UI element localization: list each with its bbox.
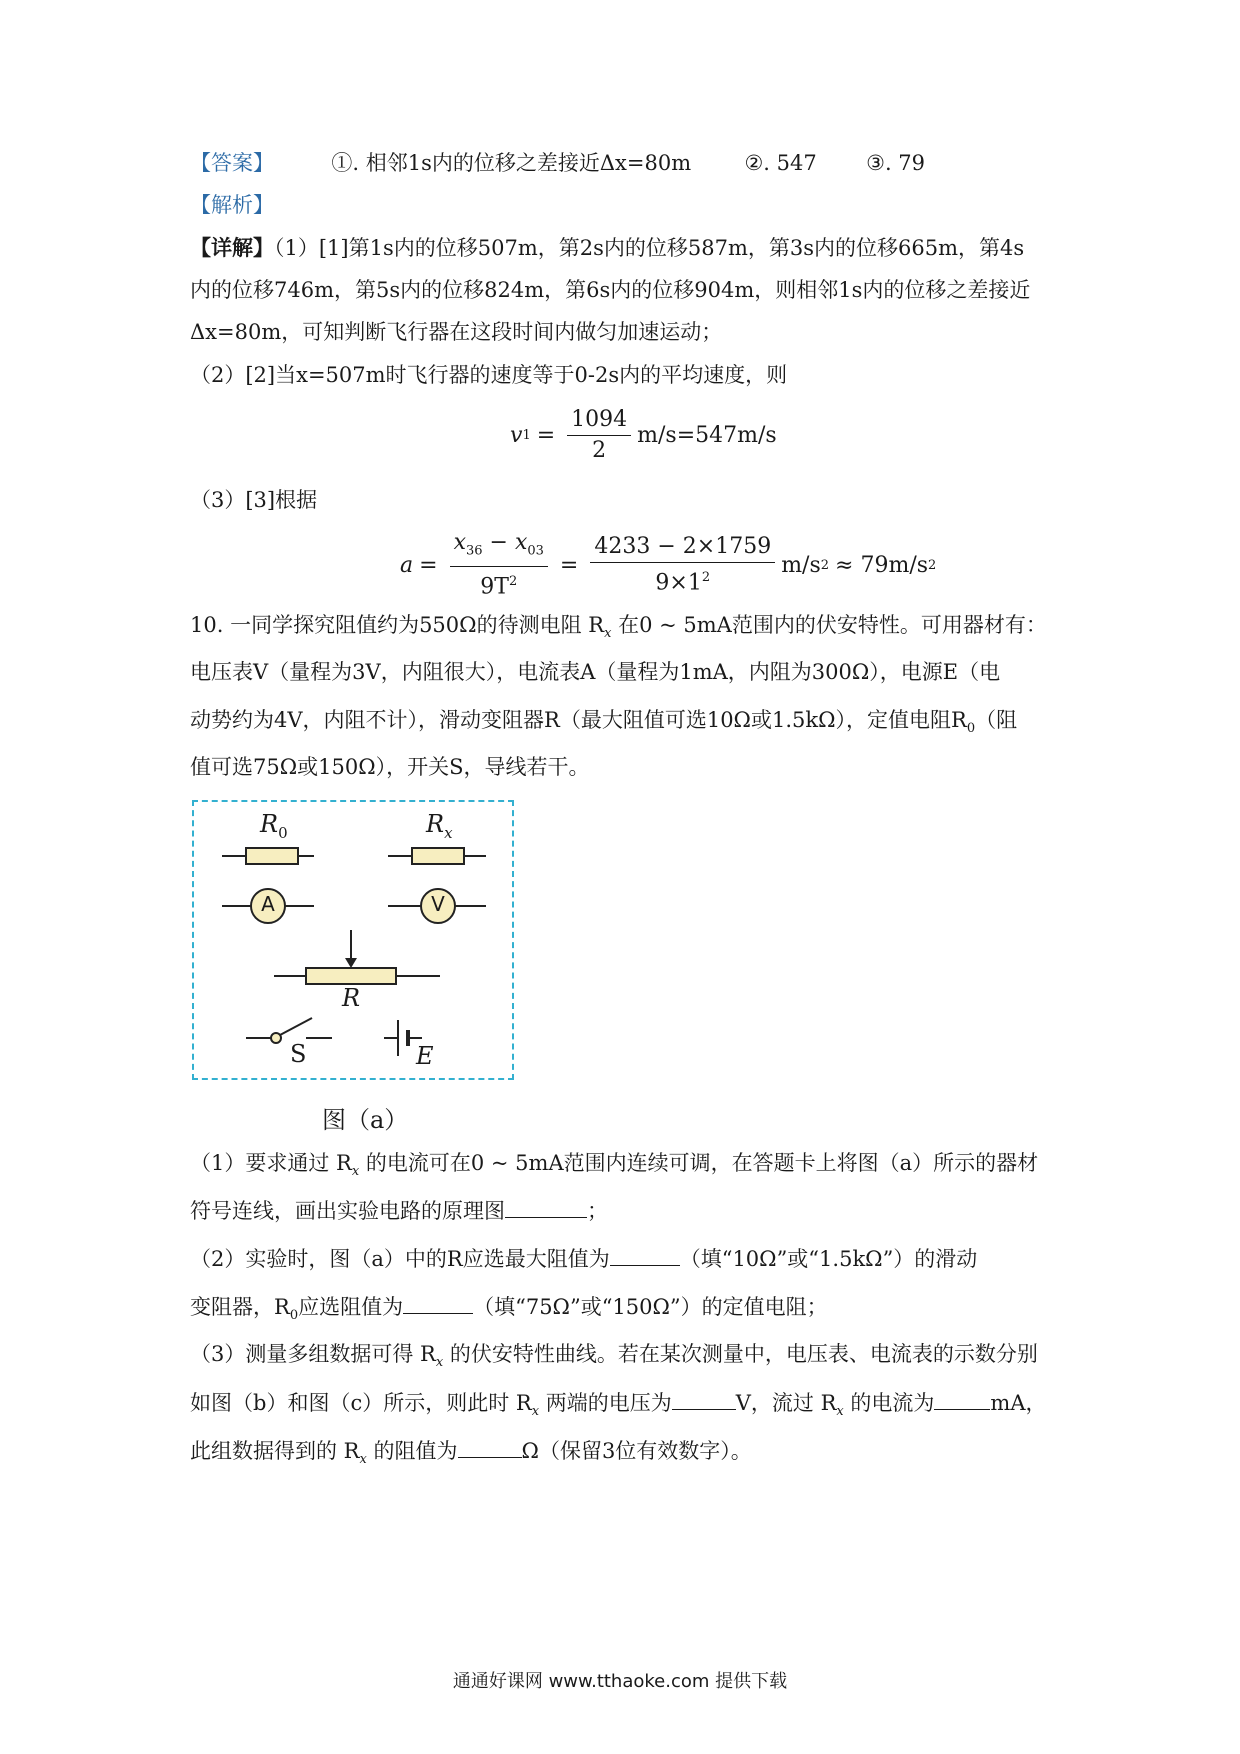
answer-blank-circuit[interactable]: [505, 1195, 587, 1218]
resistor-rx-symbol: [388, 848, 486, 864]
answer-part-1: ①. 相邻1s内的位移之差接近Δx=80m: [331, 151, 692, 175]
sub-q2-line-1: （2）实验时，图（a）中的R应选最大阻值为 （填“10Ω”或“1.5kΩ”）的滑动: [190, 1243, 977, 1274]
formula-velocity: v 1 = $\frac{1094}{2}$ m/s=547m/s: [510, 405, 777, 466]
resistor-r0-symbol: [222, 848, 314, 864]
detail-tag: 【详解】: [190, 235, 274, 260]
label-battery: E: [416, 1042, 434, 1070]
label-ammeter: A: [261, 892, 275, 916]
footer-source: 通通好课网 www.tthaoke.com 提供下载: [452, 1671, 788, 1692]
answer-blank-resistance[interactable]: [458, 1435, 522, 1458]
answer-line: [190, 148, 925, 178]
q10-line-2: 电压表V（量程为3V，内阻很大），电流表A（量程为1mA，内阻为300Ω），电源E（电: [190, 660, 1001, 684]
fraction-4233: $\frac{4233 - 2\times 1759}{9\times 1^2}$: [590, 532, 775, 598]
detail-line-1: [190, 233, 1024, 263]
label-r0: $R_0$: [260, 810, 288, 842]
sub-q2-line-2: 变阻器，$R_0$应选阻值为 （填“75Ω”或“150Ω”）的定值电阻；: [190, 1291, 828, 1331]
detail-line-4: （2）[2]当x=507m时飞行器的速度等于0-2s内的平均速度，则: [190, 363, 788, 387]
label-rx: $R_x$: [426, 810, 453, 842]
sub-q1-line-1: （1）要求通过 $R_x$ 的电流可在0 ~ 5mA范围内连续可调，在答题卡上将图（a）所示的器材: [190, 1151, 1039, 1180]
sub-q3-line-3: 此组数据得到的 $R_x$ 的阻值为 Ω（保留3位有效数字）。: [190, 1435, 752, 1475]
circuit-figure: [192, 800, 514, 1080]
figure-caption: 图（a）: [322, 1106, 409, 1134]
fraction-1094-2: $\frac{1094}{2}$: [567, 405, 631, 466]
detail-line-5: （3）[3]根据: [190, 488, 318, 512]
q10-line-4: 值可选75Ω或150Ω），开关S，导线若干。: [190, 755, 590, 779]
answer-part-2: ②. 547: [744, 151, 817, 175]
q10-line-1: 10. 一同学探究阻值约为550Ω的待测电阻 $R_x$ 在0 ~ 5mA范围内的伏安特性。可用器材有：: [190, 613, 1047, 642]
detail-text-1: （1）[1]第1s内的位移507m，第2s内的位移587m，第3s内的位移665m，第4s: [274, 236, 1025, 260]
switch-symbol: [246, 1018, 332, 1043]
label-rheostat: R: [342, 984, 361, 1012]
sub-q3-line-1: （3）测量多组数据可得 $R_x$ 的伏安特性曲线。若在某次测量中，电压表、电流表的示数分别: [190, 1342, 1038, 1371]
label-switch: S: [290, 1040, 307, 1068]
circuit-symbols: [194, 802, 512, 1078]
answer-part-3: ③. 79: [866, 151, 926, 175]
detail-line-2: 内的位移746m，第5s内的位移824m，第6s内的位移904m，则相邻1s内的位移之差接近: [190, 278, 1031, 302]
formula-acceleration: a = $\frac{x_{36} - x_{03}}{9T^2}$ = $\frac{4233 - 2\times 1759}{9\times 1^2}$ m/s 2 ≈ 79m/s 2: [400, 528, 936, 603]
detail-line-3: Δx=80m，可知判断飞行器在这段时间内做匀加速运动；: [190, 320, 723, 344]
answer-blank-current[interactable]: [934, 1387, 990, 1410]
q10-line-3: 动势约为4V，内阻不计），滑动变阻器R（最大阻值可选10Ω或1.5kΩ），定值电阻$R_0$（阻: [190, 708, 1018, 737]
analysis-tag: 【解析】: [190, 193, 274, 217]
sub-q1-line-2: 符号连线，画出实验电路的原理图 ；: [190, 1195, 608, 1226]
answer-blank-voltage[interactable]: [672, 1387, 736, 1410]
sub-q3-line-2: 如图（b）和图（c）所示，则此时 $R_x$ 两端的电压为 V，流过 $R_x$ 的电流为 mA，: [190, 1387, 1047, 1427]
rheostat-symbol: [274, 930, 440, 984]
answer-blank-rheostat[interactable]: [610, 1243, 680, 1266]
fraction-x36-x03: $\frac{x_{36} - x_{03}}{9T^2}$: [450, 528, 548, 603]
answer-tag: 【答案】: [190, 151, 274, 175]
label-voltmeter: V: [431, 892, 445, 916]
answer-blank-r0[interactable]: [403, 1291, 473, 1314]
